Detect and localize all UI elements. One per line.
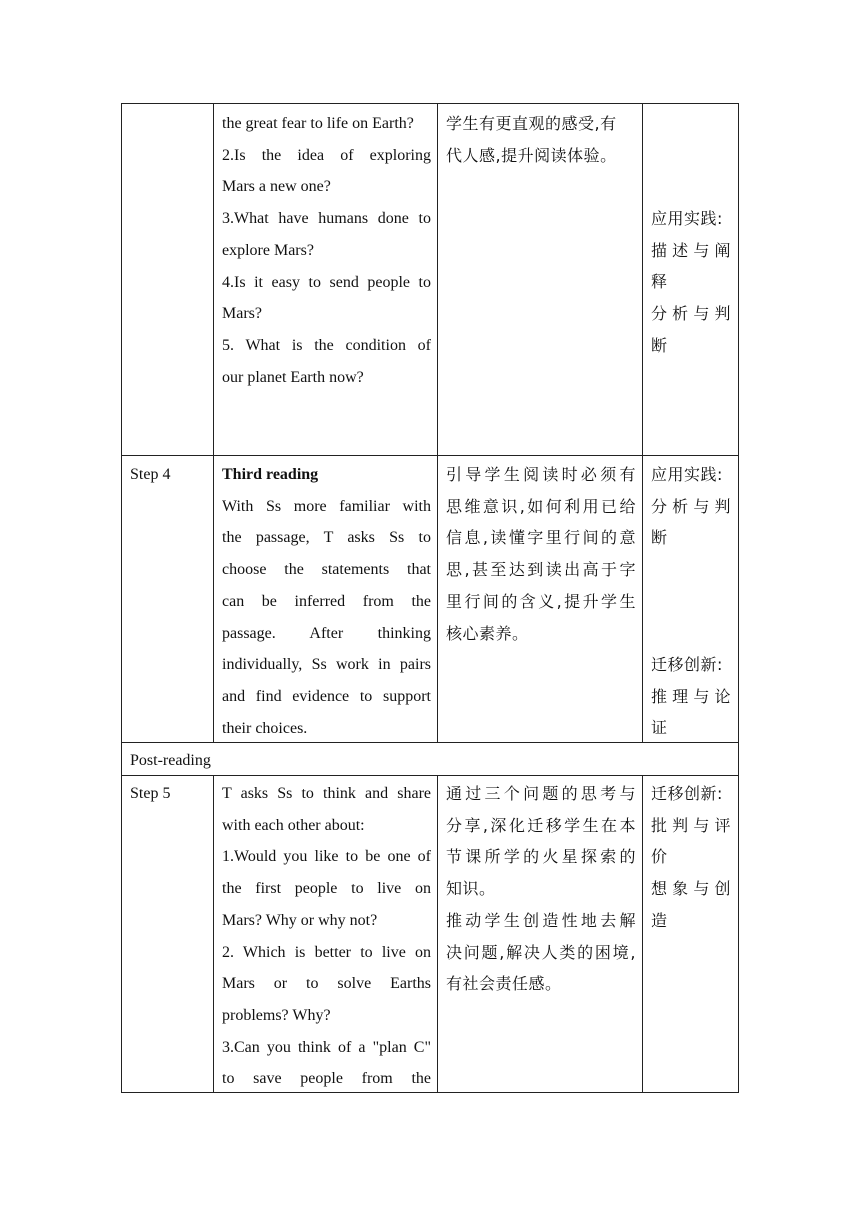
procedure-line: T asks Ss to think and share [222, 785, 431, 802]
row2-purpose-cell [446, 459, 636, 649]
table-col-divider [642, 775, 643, 1093]
procedure-line: 2. Which is better to live on [222, 943, 431, 961]
purpose-line: 思维意识,如何利用已给 [446, 496, 636, 516]
purpose-line: 里行间的含义,提升学生 [446, 591, 636, 611]
purpose-line: 思,甚至达到读出高于字 [446, 560, 636, 580]
procedure-line: the great fear to life on Earth? [222, 115, 414, 132]
competency-line: 应用实践: [651, 465, 723, 484]
table-col-divider [437, 103, 438, 743]
table-col-divider [437, 775, 438, 1093]
purpose-line: 学生有更直观的感受,有 [446, 114, 617, 133]
competency-line: 价 [651, 847, 668, 867]
purpose-line: 知识。 [446, 879, 496, 899]
procedure-line: 3.What have humans done to [222, 210, 431, 228]
row2-procedure-cell [222, 459, 431, 744]
competency-line: 断 [651, 528, 668, 548]
competency-line: 释 [651, 272, 668, 292]
purpose-line: 分享,深化迁移学生在本 [446, 815, 636, 835]
purpose-line: 有社会责任感。 [446, 974, 562, 994]
procedure-line: choose the statements that [222, 561, 431, 579]
procedure-line: Mars? [222, 305, 262, 323]
competency-line: 迁移创新: [651, 784, 723, 803]
procedure-line: With Ss more familiar with [222, 497, 431, 515]
procedure-line: to save people from the [222, 1070, 431, 1088]
procedure-line: individually, Ss work in pairs [222, 656, 431, 674]
procedure-line: our planet Earth now? [222, 368, 364, 386]
purpose-line: 信息,读懂字里行间的意 [446, 528, 636, 548]
procedure-line: passage. After thinking [222, 624, 431, 642]
purpose-line: 引导学生阅读时必须有 [446, 465, 636, 484]
table-col-divider [213, 103, 214, 743]
competency-line: 描述与阐 [651, 240, 731, 260]
purpose-line: 节课所学的火星探索的 [446, 847, 636, 867]
row1-competency-cell [651, 203, 731, 362]
procedure-line: their choices. [222, 719, 308, 737]
table-border-left [121, 103, 122, 1093]
procedure-line: can be inferred from the [222, 592, 431, 610]
purpose-line: 通过三个问题的思考与 [446, 784, 636, 803]
procedure-line: with each other about: [222, 816, 365, 834]
competency-line: 分析与判 [651, 304, 731, 324]
procedure-line: Mars or to solve Earths [222, 975, 431, 993]
procedure-line: 4.Is it easy to send people to [222, 273, 431, 291]
purpose-line: 核心素养。 [446, 623, 529, 643]
row4-procedure-cell [222, 778, 431, 1095]
competency-line: 分析与判 [651, 496, 731, 516]
competency-line: 造 [651, 910, 668, 930]
procedure-line: 2.Is the idea of exploring [222, 146, 431, 164]
competency-line: 证 [651, 718, 668, 738]
section-header-post-reading: Post-reading [130, 752, 211, 769]
purpose-line: 推动学生创造性地去解 [446, 910, 636, 930]
table-col-divider [642, 103, 643, 743]
procedure-line: 5. What is the condition of [222, 336, 431, 354]
competency-line: 批判与评 [651, 815, 731, 835]
purpose-line: 代人感,提升阅读体验。 [446, 145, 617, 165]
procedure-line: explore Mars? [222, 241, 314, 259]
procedure-line: 3.Can you think of a "plan C" [222, 1038, 431, 1056]
row1-purpose-cell [446, 108, 636, 171]
procedure-line: Mars? Why or why not? [222, 911, 378, 929]
procedure-line: problems? Why? [222, 1006, 331, 1024]
step5-label: Step 5 [130, 785, 171, 802]
row2-competency-cell-a [651, 459, 731, 554]
row2-competency-cell-b [651, 649, 731, 744]
step4-label: Step 4 [130, 466, 171, 483]
procedure-line: and find evidence to support [222, 687, 431, 705]
row4-competency-cell [651, 778, 731, 937]
competency-line: 想象与创 [651, 879, 731, 899]
procedure-line: Mars a new one? [222, 178, 331, 196]
procedure-line: the first people to live on [222, 880, 431, 898]
procedure-title: Third reading [222, 466, 319, 483]
purpose-line: 决问题,解决人类的困境, [446, 942, 636, 962]
competency-line: 迁移创新: [651, 655, 723, 674]
row4-purpose-cell [446, 778, 636, 1000]
competency-line: 推理与论 [651, 686, 731, 706]
table-col-divider [213, 775, 214, 1093]
row1-procedure-cell [222, 108, 431, 393]
procedure-line: 1.Would you like to be one of [222, 848, 431, 866]
table-border-right [738, 103, 739, 1093]
competency-line: 应用实践: [651, 209, 723, 228]
competency-line: 断 [651, 335, 668, 355]
procedure-line: the passage, T asks Ss to [222, 529, 431, 547]
